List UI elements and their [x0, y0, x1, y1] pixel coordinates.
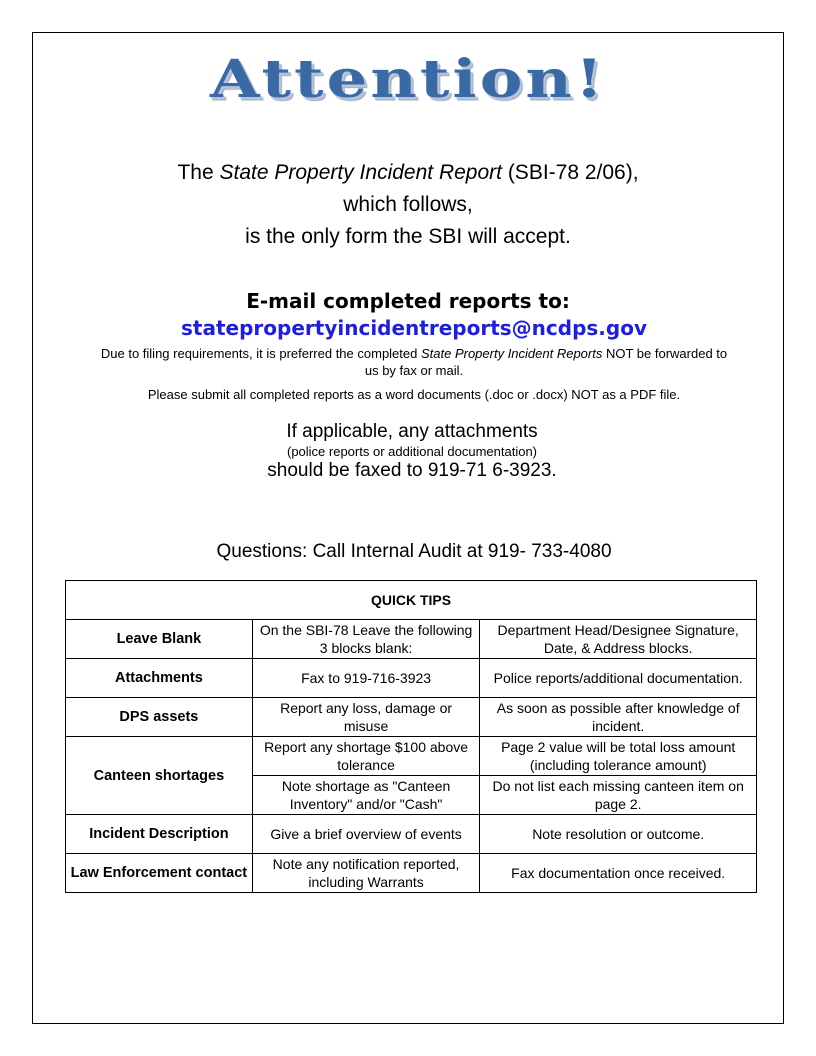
- attachments-line-1: If applicable, any attachments: [286, 421, 538, 442]
- email-heading: E-mail completed reports to:: [246, 289, 570, 313]
- row-action: Note any notification reported, including Warrants: [252, 854, 480, 893]
- table-row: [66, 659, 757, 698]
- row-detail: Police reports/additional documentation.: [480, 659, 757, 698]
- table-row: [66, 737, 757, 776]
- filing-note: [100, 345, 728, 379]
- row-label: DPS assets: [66, 698, 253, 737]
- row-detail: Note resolution or outcome.: [480, 815, 757, 854]
- attachments-line-2: (police reports or additional documentation): [286, 444, 538, 459]
- intro-line-2: which follows,: [343, 193, 473, 216]
- format-note: Please submit all completed reports as a word documents (.doc or .docx) NOT as a PDF file.: [147, 387, 681, 402]
- row-detail: Fax documentation once received.: [480, 854, 757, 893]
- table-row: [66, 815, 757, 854]
- filing-note-form: State Property Incident Reports: [420, 346, 603, 361]
- row-detail: Do not list each missing canteen item on page 2.: [480, 776, 757, 815]
- table-row: [66, 854, 757, 893]
- row-label: Canteen shortages: [66, 737, 253, 815]
- intro-line-1: [0, 157, 816, 189]
- row-label: Attachments: [66, 659, 253, 698]
- row-action: Give a brief overview of events: [252, 815, 480, 854]
- table-row: [66, 698, 757, 737]
- intro-suffix: (SBI-78 2/06),: [501, 161, 639, 184]
- banner-title: Attention!: [209, 48, 607, 111]
- quick-tips-header-row: [66, 581, 757, 620]
- row-action: Report any shortage $100 above tolerance: [252, 737, 480, 776]
- filing-note-prefix: Due to filing requirements, it is preferred the completed: [100, 346, 421, 361]
- row-detail: Department Head/Designee Signature, Date, & Address blocks.: [480, 620, 757, 659]
- row-label: Incident Description: [66, 815, 253, 854]
- row-label: Leave Blank: [66, 620, 253, 659]
- attachments-line-3: should be faxed to 919-71 6-3923.: [267, 460, 557, 481]
- questions-line: Questions: Call Internal Audit at 919- 733-4080: [216, 541, 612, 562]
- attention-banner: [0, 48, 816, 112]
- intro-block: [0, 157, 816, 253]
- row-action: Note shortage as "Canteen Inventory" and/or "Cash": [252, 776, 480, 815]
- email-link[interactable]: statepropertyincidentreports@ncdps.gov: [181, 316, 647, 340]
- row-detail: Page 2 value will be total loss amount (including tolerance amount): [480, 737, 757, 776]
- row-action: Report any loss, damage or misuse: [252, 698, 480, 737]
- attachments-block: [0, 421, 816, 482]
- form-name: State Property Incident Report: [219, 161, 502, 184]
- intro-prefix: The: [177, 161, 220, 184]
- quick-tips-title: QUICK TIPS: [66, 581, 757, 620]
- row-action: On the SBI-78 Leave the following 3 blocks blank:: [252, 620, 480, 659]
- row-detail: As soon as possible after knowledge of incident.: [480, 698, 757, 737]
- intro-line-3: is the only form the SBI will accept.: [245, 225, 571, 248]
- table-row: [66, 620, 757, 659]
- row-label: Law Enforcement contact: [66, 854, 253, 893]
- filing-note-suffix: NOT be forwarded to us by fax or mail.: [364, 346, 728, 378]
- quick-tips-table: [65, 580, 757, 893]
- row-action: Fax to 919-716-3923: [252, 659, 480, 698]
